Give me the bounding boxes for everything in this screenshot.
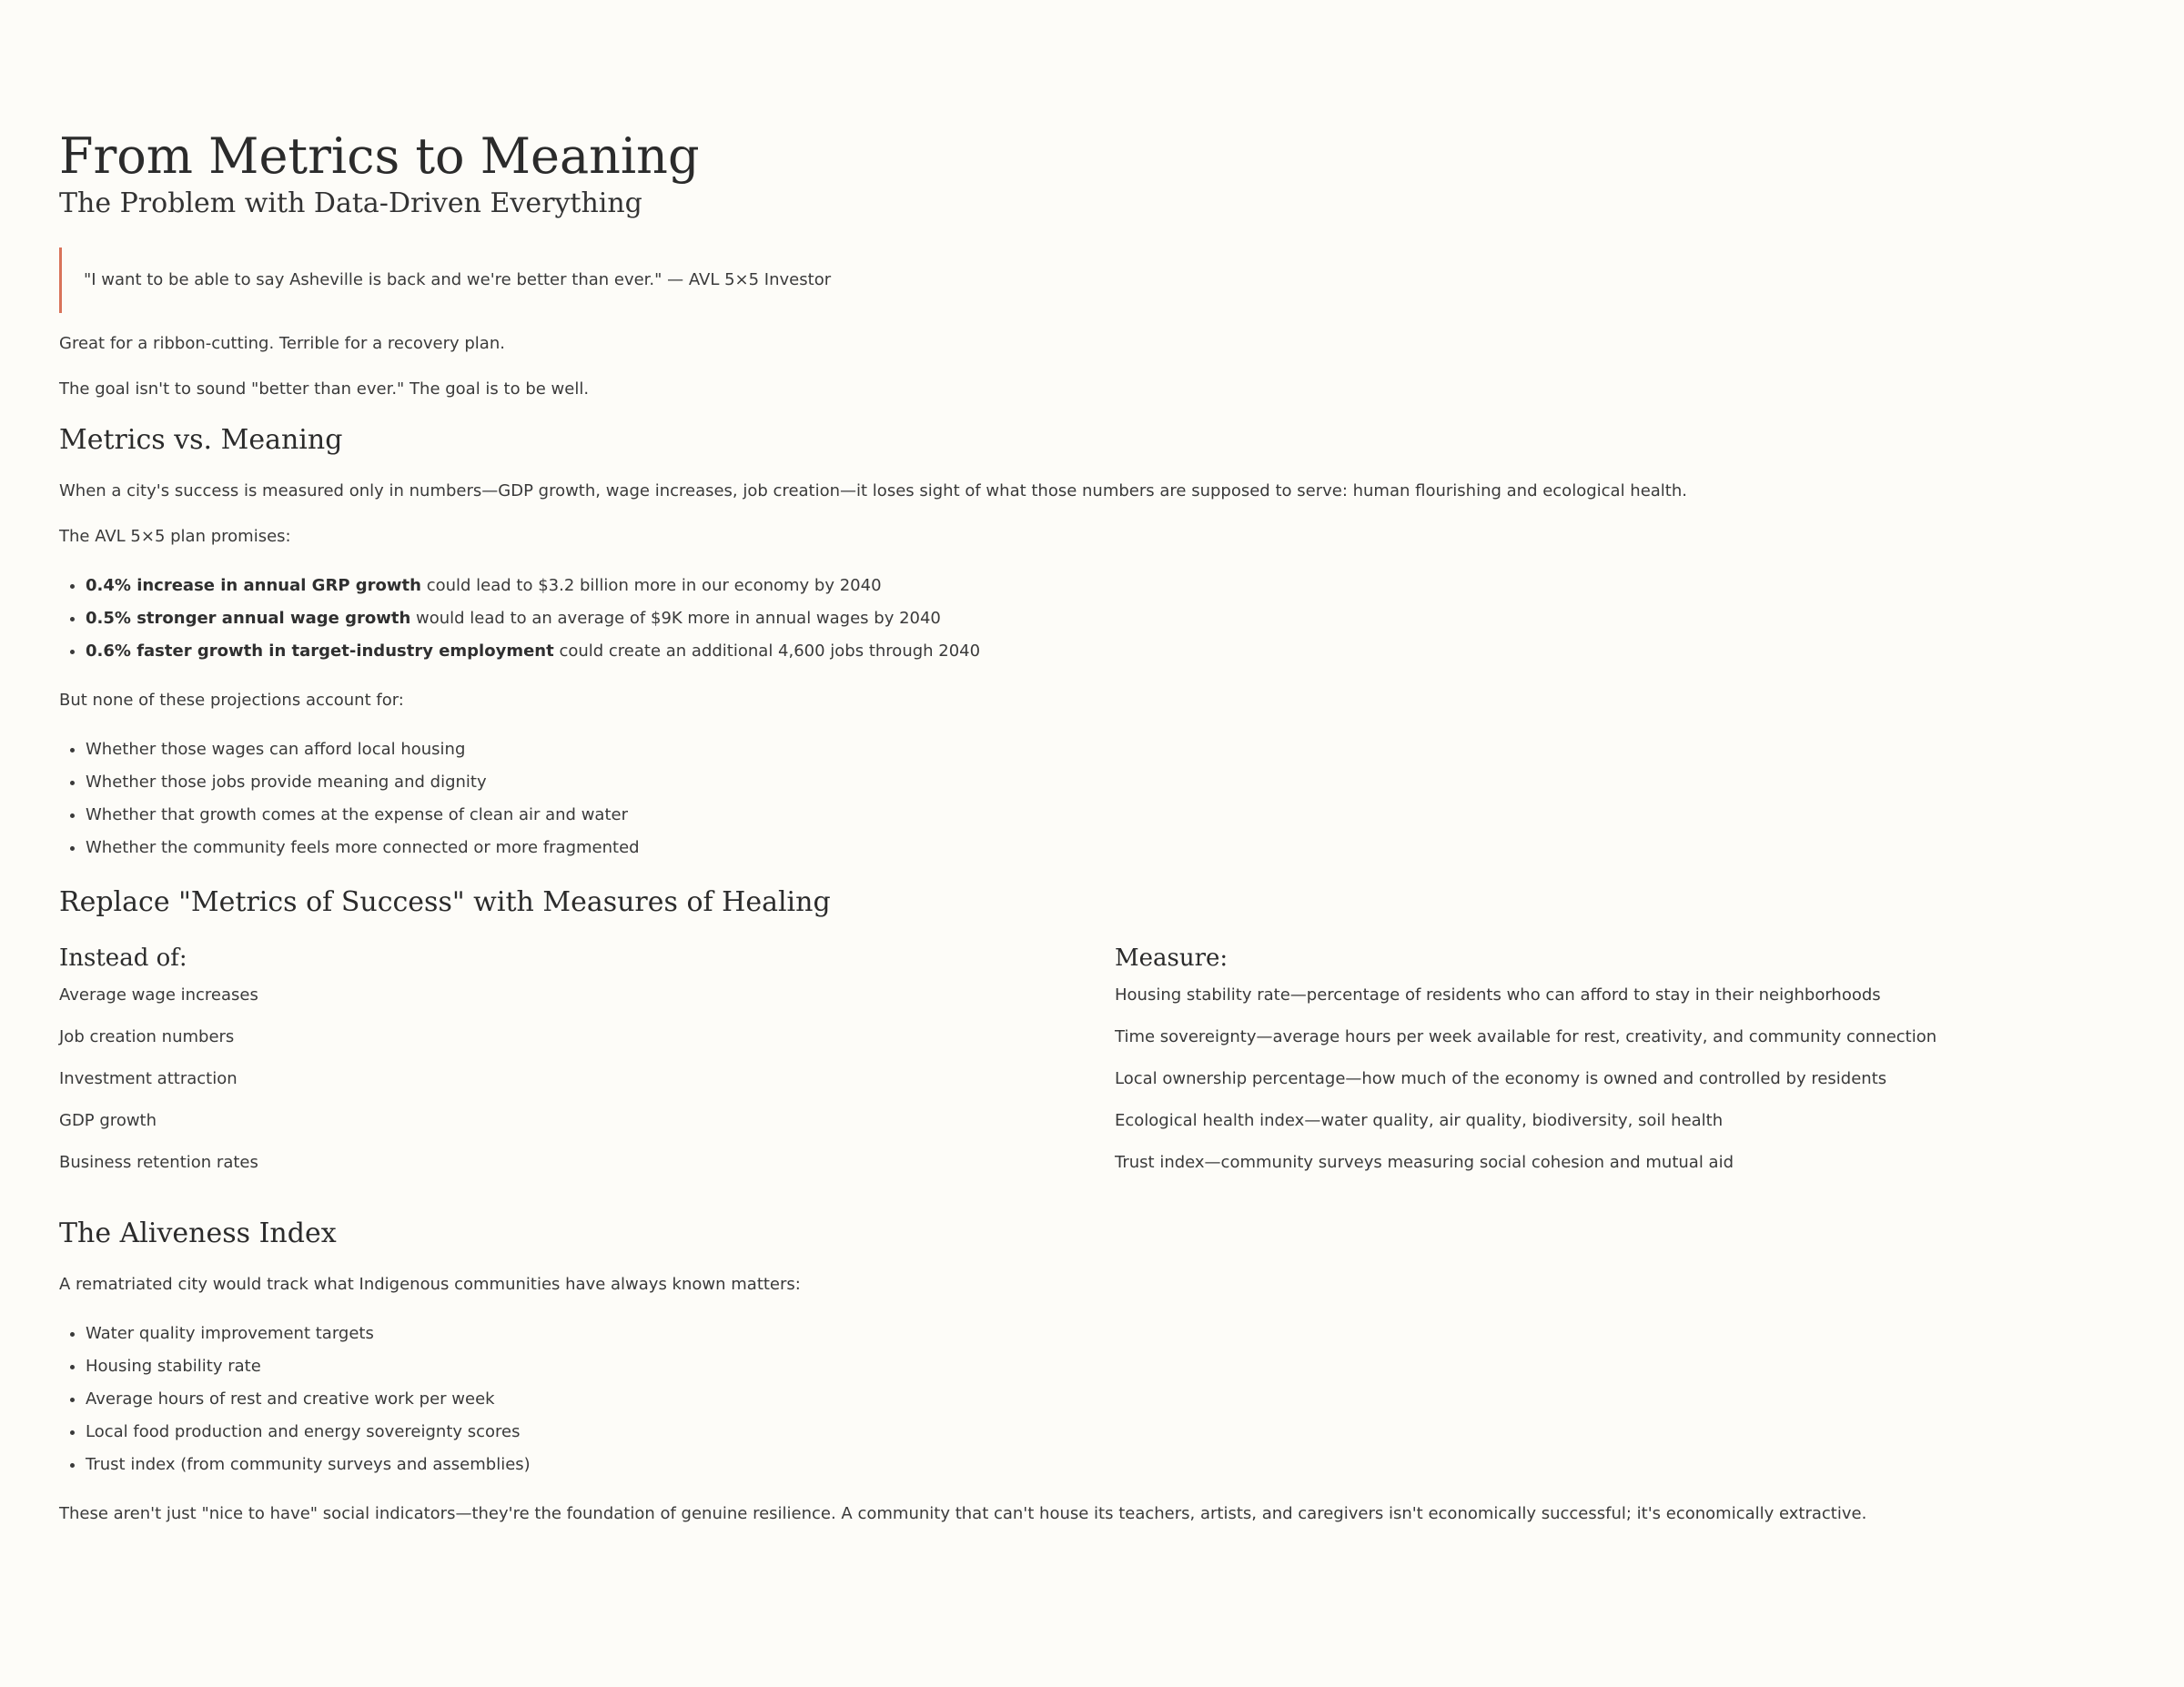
page-title: From Metrics to Meaning bbox=[59, 127, 700, 185]
section-heading-measures-of-healing: Replace "Metrics of Success" with Measures of Healing bbox=[59, 886, 831, 918]
instead-of-column bbox=[59, 943, 1115, 1192]
intro-paragraph: The goal isn't to sound "better than ever." The goal is to be well. bbox=[59, 379, 590, 399]
instead-item: Job creation numbers bbox=[59, 1027, 235, 1046]
section-heading-aliveness-index: The Aliveness Index bbox=[59, 1217, 337, 1249]
list-item: • Whether those wages can afford local housing bbox=[86, 733, 2125, 766]
instead-item: Investment attraction bbox=[59, 1069, 238, 1088]
section3-paragraph: A rematriated city would track what Indigenous communities have always known matters: bbox=[59, 1275, 801, 1294]
promise-text: could create an additional 4,600 jobs through 2040 bbox=[553, 641, 981, 661]
measure-item: Ecological health index—water quality, air quality, biodiversity, soil health bbox=[1115, 1111, 1724, 1130]
document bbox=[59, 127, 2125, 1547]
list-item: • Whether those jobs provide meaning and dignity bbox=[86, 766, 2125, 799]
section1-paragraph: But none of these projections account for: bbox=[59, 691, 404, 710]
promise-highlight: 0.4% increase in annual GRP growth bbox=[86, 576, 421, 595]
instead-item: Business retention rates bbox=[59, 1153, 258, 1172]
section-heading-metrics-vs-meaning: Metrics vs. Meaning bbox=[59, 424, 343, 456]
measure-heading: Measure: bbox=[1115, 945, 1228, 972]
list-item: • Whether that growth comes at the expense of clean air and water bbox=[86, 799, 2125, 832]
list-item: • Trust index (from community surveys and assemblies) bbox=[86, 1449, 2125, 1481]
investor-quote: "I want to be able to say Asheville is back and we're better than ever." — AVL 5×5 Investor bbox=[59, 247, 2125, 313]
promise-text: could lead to $3.2 billion more in our economy by 2040 bbox=[420, 576, 882, 595]
aliveness-list bbox=[59, 1318, 2125, 1481]
intro-paragraph: Great for a ribbon-cutting. Terrible for a recovery plan. bbox=[59, 334, 505, 353]
measure-column bbox=[1115, 943, 2125, 1192]
promise-text: would lead to an average of $9K more in annual wages by 2040 bbox=[410, 609, 941, 628]
list-item: • Average hours of rest and creative work per week bbox=[86, 1383, 2125, 1416]
list-item: • Water quality improvement targets bbox=[86, 1318, 2125, 1350]
instead-of-heading: Instead of: bbox=[59, 945, 187, 972]
list-item: • Housing stability rate bbox=[86, 1350, 2125, 1383]
measure-item: Trust index—community surveys measuring social cohesion and mutual aid bbox=[1115, 1153, 1734, 1172]
instead-item: GDP growth bbox=[59, 1111, 157, 1130]
measure-item: Local ownership percentage—how much of the economy is owned and controlled by residents bbox=[1115, 1069, 1887, 1088]
promises-list bbox=[59, 570, 2125, 668]
gaps-list bbox=[59, 733, 2125, 864]
page-subtitle: The Problem with Data-Driven Everything bbox=[59, 187, 642, 219]
measure-item: Time sovereignty—average hours per week available for rest, creativity, and community connection bbox=[1115, 1027, 1937, 1046]
list-item: • Local food production and energy sovereignty scores bbox=[86, 1416, 2125, 1449]
instead-item: Average wage increases bbox=[59, 985, 258, 1005]
comparison-columns bbox=[59, 943, 2125, 1192]
list-item: • Whether the community feels more connected or more fragmented bbox=[86, 832, 2125, 864]
section1-paragraph: The AVL 5×5 plan promises: bbox=[59, 527, 291, 546]
promise-highlight: 0.5% stronger annual wage growth bbox=[86, 609, 411, 628]
list-item bbox=[86, 570, 2125, 602]
list-item bbox=[86, 602, 2125, 635]
list-item bbox=[86, 635, 2125, 668]
section1-paragraph: When a city's success is measured only in numbers—GDP growth, wage increases, job creation—it loses sight of what those numbers are supposed to serve: human flourishing and ecological health. bbox=[59, 481, 1687, 500]
promise-highlight: 0.6% faster growth in target-industry employment bbox=[86, 641, 554, 661]
section3-paragraph: These aren't just "nice to have" social indicators—they're the foundation of genuine resilience. A community that can't house its teachers, artists, and caregivers isn't economically successful; it's economically extractive. bbox=[59, 1504, 1867, 1523]
measure-item: Housing stability rate—percentage of residents who can afford to stay in their neighborhoods bbox=[1115, 985, 1881, 1005]
